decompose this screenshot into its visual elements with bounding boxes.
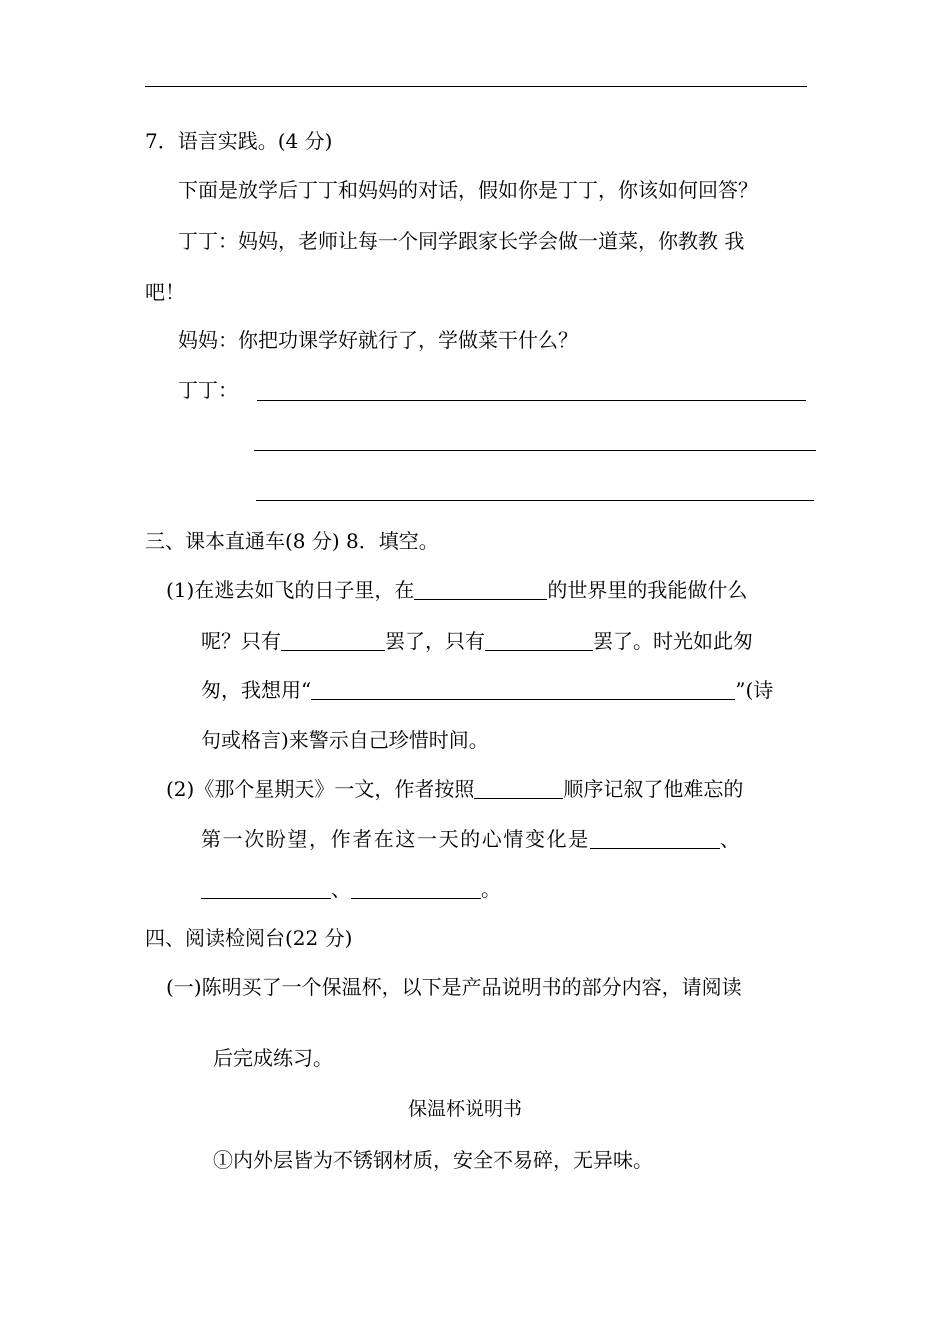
section4-heading: 四、阅读检阅台(22 分) [145, 926, 353, 950]
text-segment: 罢了，只有 [385, 629, 485, 653]
answer-line-1[interactable] [257, 400, 806, 401]
item1-line-4: 句或格言)来警示自己珍惜时间。 [201, 728, 489, 752]
text-segment: 第一次盼望，作者在这一天的心情变化是 [201, 827, 590, 851]
section4-intro-line-2: 后完成练习。 [213, 1046, 333, 1070]
fill-blank[interactable] [351, 878, 481, 899]
answer-line-3[interactable] [256, 500, 814, 501]
top-divider [145, 86, 807, 87]
section3-heading: 三、课本直通车(8 分) 8．填空。 [145, 529, 439, 553]
text-segment: 呢？只有 [201, 629, 281, 653]
text-segment: 、 [719, 827, 742, 851]
speaker-dingding: 丁丁： [178, 229, 238, 253]
text-segment: 、 [331, 877, 351, 901]
text-segment: (2)《那个星期天》一文，作者按照 [166, 777, 475, 801]
item2-line-3 [201, 877, 501, 901]
item1-line-2 [201, 629, 753, 653]
text-segment: ”(诗 [735, 678, 774, 702]
text-segment: 的世界里的我能做什么 [547, 578, 748, 602]
dialogue-text: 妈妈，老师让每一个同学跟家长学会做一道菜，你教教 我 [238, 229, 745, 253]
q7-title: 7．语言实践。(4 分) [145, 129, 333, 153]
fill-blank[interactable] [281, 630, 385, 651]
q7-dingding-line-2: 吧！ [145, 280, 185, 304]
text-segment: 。 [481, 877, 501, 901]
fill-blank[interactable] [311, 679, 735, 700]
text-segment: 罢了。时光如此匆 [593, 629, 753, 653]
item2-line-2 [201, 827, 741, 851]
item1-line-3 [201, 678, 773, 702]
fill-blank[interactable] [474, 778, 563, 799]
manual-title: 保温杯说明书 [408, 1098, 523, 1120]
section4-intro-line-1: (一)陈明买了一个保温杯，以下是产品说明书的部分内容，请阅读 [166, 975, 742, 999]
q7-intro: 下面是放学后丁丁和妈妈的对话，假如你是丁丁，你该如何回答？ [178, 178, 758, 202]
fill-blank[interactable] [590, 828, 720, 849]
fill-blank[interactable] [485, 630, 593, 651]
q7-dingding-line-1 [178, 229, 744, 253]
text-segment: 顺序记叙了他难忘的 [563, 777, 744, 801]
dialogue-text: 你把功课学好就行了，学做菜干什么？ [238, 328, 578, 352]
item2-line-1 [166, 777, 743, 801]
text-segment: 匆，我想用“ [201, 678, 312, 702]
q7-mama-line [178, 328, 578, 352]
speaker-dingding-answer: 丁丁： [178, 378, 238, 402]
fill-blank[interactable] [201, 878, 331, 899]
manual-point-1: ①内外层皆为不锈钢材质，安全不易碎，无异味。 [213, 1148, 653, 1172]
fill-blank[interactable] [414, 579, 547, 600]
text-segment: (1)在逃去如飞的日子里，在 [166, 578, 415, 602]
speaker-mama: 妈妈： [178, 328, 238, 352]
item1-line-1 [166, 578, 747, 602]
answer-line-2[interactable] [254, 450, 816, 451]
